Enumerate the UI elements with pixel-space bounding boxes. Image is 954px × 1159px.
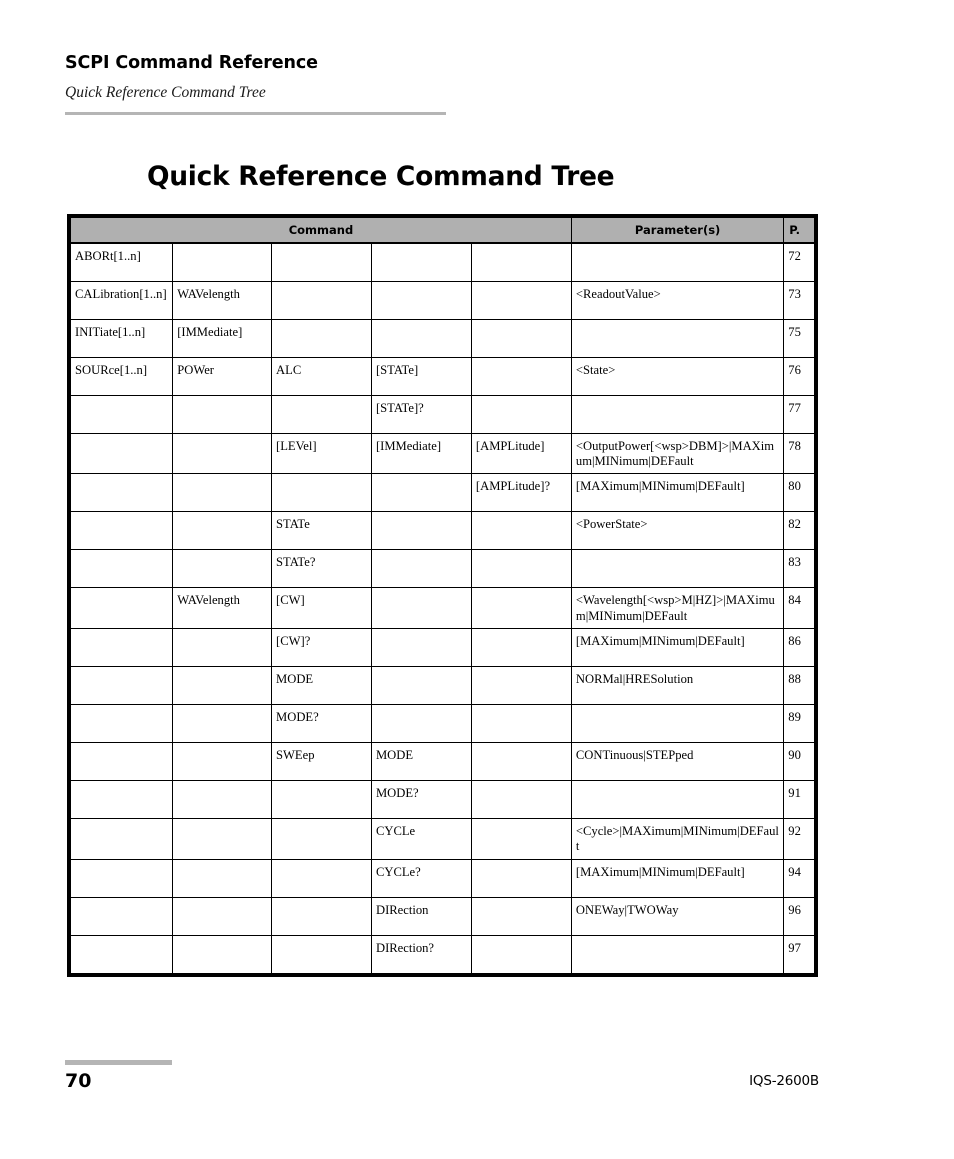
command-cell: [STATe] (371, 357, 471, 395)
table-header-row (71, 218, 815, 244)
command-cell: STATe (272, 512, 372, 550)
command-cell (272, 395, 372, 433)
page-number-cell: 94 (784, 859, 815, 897)
page-number-cell: 97 (784, 935, 815, 973)
page-number-cell: 88 (784, 666, 815, 704)
running-head-subtitle: Quick Reference Command Tree (65, 84, 266, 102)
parameter-cell: <Wavelength[<wsp>M|HZ]>|MAXimum|MINimum|DEFault (571, 588, 783, 629)
parameter-cell (571, 704, 783, 742)
command-cell: CYCLe (371, 818, 471, 859)
command-cell (71, 935, 173, 973)
command-cell: MODE (371, 742, 471, 780)
command-cell: STATe? (272, 550, 372, 588)
command-cell (71, 780, 173, 818)
command-cell: [AMPLitude] (471, 433, 571, 474)
command-cell (272, 818, 372, 859)
table-row (71, 588, 815, 629)
table-row (71, 512, 815, 550)
command-cell (471, 512, 571, 550)
command-cell: [CW]? (272, 628, 372, 666)
command-cell (173, 395, 272, 433)
command-cell (71, 395, 173, 433)
page-number-cell: 77 (784, 395, 815, 433)
command-cell: MODE? (371, 780, 471, 818)
command-cell (173, 512, 272, 550)
command-cell (71, 588, 173, 629)
command-cell: [IMMediate] (371, 433, 471, 474)
command-cell (371, 588, 471, 629)
command-cell (371, 704, 471, 742)
command-cell (471, 742, 571, 780)
parameter-cell: NORMal|HRESolution (571, 666, 783, 704)
command-cell (71, 666, 173, 704)
footer-model-name: IQS-2600B (749, 1073, 819, 1089)
page-number-cell: 78 (784, 433, 815, 474)
command-cell: [CW] (272, 588, 372, 629)
command-cell: MODE? (272, 704, 372, 742)
table-row (71, 550, 815, 588)
command-cell (173, 742, 272, 780)
command-cell (371, 512, 471, 550)
command-cell (173, 628, 272, 666)
command-cell (471, 780, 571, 818)
parameter-cell (571, 319, 783, 357)
page-number-cell: 80 (784, 474, 815, 512)
parameter-cell (571, 935, 783, 973)
command-cell: MODE (272, 666, 372, 704)
command-cell: CYCLe? (371, 859, 471, 897)
command-cell (371, 243, 471, 281)
command-cell (471, 897, 571, 935)
page-number-cell: 92 (784, 818, 815, 859)
command-cell: WAVelength (173, 588, 272, 629)
page-number-cell: 90 (784, 742, 815, 780)
command-cell: [IMMediate] (173, 319, 272, 357)
command-cell: [STATe]? (371, 395, 471, 433)
parameter-cell (571, 550, 783, 588)
command-cell (71, 704, 173, 742)
page-number-cell: 86 (784, 628, 815, 666)
parameter-cell: CONTinuous|STEPped (571, 742, 783, 780)
running-head-title: SCPI Command Reference (65, 53, 318, 73)
column-header-page: P. (784, 218, 815, 244)
command-cell (471, 243, 571, 281)
command-cell (173, 433, 272, 474)
command-cell (173, 243, 272, 281)
table-row (71, 935, 815, 973)
command-cell (471, 666, 571, 704)
command-cell (371, 666, 471, 704)
command-cell (173, 859, 272, 897)
command-cell (173, 897, 272, 935)
command-cell (173, 704, 272, 742)
page-title: Quick Reference Command Tree (147, 160, 615, 192)
column-header-parameters: Parameter(s) (571, 218, 783, 244)
command-cell (173, 780, 272, 818)
command-cell (71, 859, 173, 897)
command-cell (371, 281, 471, 319)
running-head-rule (65, 112, 446, 115)
page-number-cell: 73 (784, 281, 815, 319)
table-row (71, 433, 815, 474)
command-cell (471, 395, 571, 433)
command-cell (71, 818, 173, 859)
command-cell: SOURce[1..n] (71, 357, 173, 395)
command-cell (272, 474, 372, 512)
page-number-cell: 89 (784, 704, 815, 742)
command-cell (173, 550, 272, 588)
page-number-cell: 75 (784, 319, 815, 357)
command-cell (173, 474, 272, 512)
command-cell (272, 859, 372, 897)
table-row (71, 859, 815, 897)
command-cell: WAVelength (173, 281, 272, 319)
page-number-cell: 84 (784, 588, 815, 629)
command-cell (272, 281, 372, 319)
parameter-cell (571, 395, 783, 433)
parameter-cell: <ReadoutValue> (571, 281, 783, 319)
command-cell (371, 319, 471, 357)
parameter-cell: [MAXimum|MINimum|DEFault] (571, 628, 783, 666)
command-cell (71, 742, 173, 780)
command-cell (471, 859, 571, 897)
command-cell (71, 550, 173, 588)
table-body (71, 243, 815, 973)
table-row (71, 357, 815, 395)
command-cell (371, 550, 471, 588)
command-cell: ABORt[1..n] (71, 243, 173, 281)
page-number-cell: 83 (784, 550, 815, 588)
command-cell (173, 666, 272, 704)
table-row (71, 628, 815, 666)
command-cell (272, 897, 372, 935)
command-cell: [LEVel] (272, 433, 372, 474)
command-cell (471, 704, 571, 742)
command-cell (71, 474, 173, 512)
parameter-cell: [MAXimum|MINimum|DEFault] (571, 474, 783, 512)
page-number-cell: 96 (784, 897, 815, 935)
parameter-cell: <State> (571, 357, 783, 395)
command-cell (471, 550, 571, 588)
command-cell (471, 628, 571, 666)
command-cell (471, 357, 571, 395)
command-cell: CALibration[1..n] (71, 281, 173, 319)
command-cell (272, 935, 372, 973)
command-cell (371, 474, 471, 512)
table-row (71, 474, 815, 512)
command-cell (272, 243, 372, 281)
running-head (65, 54, 665, 101)
page-number-cell: 82 (784, 512, 815, 550)
command-cell: ALC (272, 357, 372, 395)
parameter-cell: [MAXimum|MINimum|DEFault] (571, 859, 783, 897)
parameter-cell: <Cycle>|MAXimum|MINimum|DEFault (571, 818, 783, 859)
parameter-cell (571, 243, 783, 281)
table-row (71, 742, 815, 780)
table-row (71, 818, 815, 859)
parameter-cell: ONEWay|TWOWay (571, 897, 783, 935)
command-cell: [AMPLitude]? (471, 474, 571, 512)
command-cell (471, 818, 571, 859)
page-number-cell: 91 (784, 780, 815, 818)
table-row (71, 704, 815, 742)
footer-page-number: 70 (65, 1070, 92, 1092)
command-cell (471, 281, 571, 319)
command-cell (173, 818, 272, 859)
command-cell (471, 935, 571, 973)
command-cell: DIRection (371, 897, 471, 935)
parameter-cell (571, 780, 783, 818)
command-cell (71, 433, 173, 474)
column-header-command: Command (71, 218, 572, 244)
command-cell (471, 319, 571, 357)
command-cell (71, 512, 173, 550)
command-cell (71, 897, 173, 935)
command-cell (272, 780, 372, 818)
command-cell: SWEep (272, 742, 372, 780)
table-row (71, 780, 815, 818)
command-cell: INITiate[1..n] (71, 319, 173, 357)
table-row (71, 395, 815, 433)
table-row (71, 897, 815, 935)
command-cell (173, 935, 272, 973)
command-cell (471, 588, 571, 629)
command-cell (371, 628, 471, 666)
table-row (71, 666, 815, 704)
table-row (71, 319, 815, 357)
parameter-cell: <PowerState> (571, 512, 783, 550)
command-cell: POWer (173, 357, 272, 395)
command-tree-table (67, 214, 818, 977)
table-row (71, 243, 815, 281)
footer-rule (65, 1060, 172, 1065)
command-cell (71, 628, 173, 666)
page-number-cell: 76 (784, 357, 815, 395)
command-cell: DIRection? (371, 935, 471, 973)
parameter-cell: <OutputPower[<wsp>DBM]>|MAXimum|MINimum|DEFault (571, 433, 783, 474)
command-cell (272, 319, 372, 357)
table-row (71, 281, 815, 319)
page-number-cell: 72 (784, 243, 815, 281)
